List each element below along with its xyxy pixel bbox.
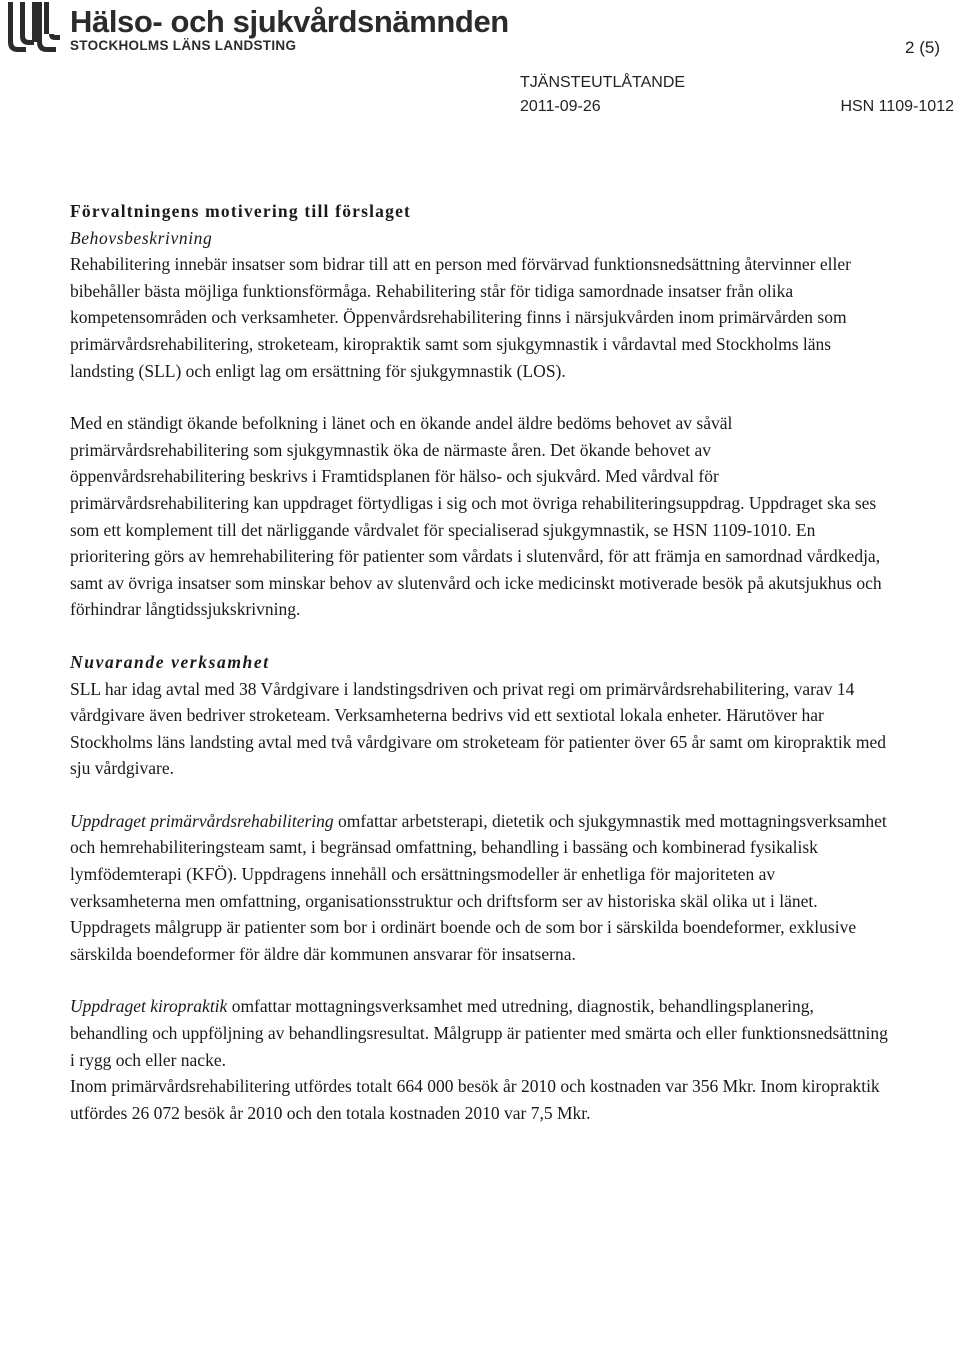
paragraph: Rehabilitering innebär insatser som bidrar till att en person med förvärvad funktionsnedsättning återvinner eller bibehåller bästa möjliga funktionsförmåga. Rehabilitering står för tidiga samordnade insatser från olika kompetensområden och verksamheter. Öppenvårdsrehabilitering finns i närsjukvården inom primärvården som primärvårdsrehabilitering, stroketeam, kiropraktik samt som sjukgymnastik i vårdavtal med Stockholms läns landsting (SLL) och enligt lag om ersättning för sjukgymnastik (LOS). [70,254,851,381]
paragraph-lead: Uppdraget primärvårdsrehabilitering [70,810,334,831]
subheading: Behovsbeskrivning [70,227,213,248]
org-name: Hälso- och sjukvårdsnämnden [70,4,509,39]
section-heading: Nuvarande verksamhet [70,651,270,672]
section-heading: Förvaltningens motivering till förslaget [70,201,412,221]
paragraph: SLL har idag avtal med 38 Vårdgivare i landstingsdriven och privat regi om primärvårdsrehabilitering, varav 14 vårdgivare även bedriver stroketeam. Verksamheterna bedrivs vid ett sextiotal lokala enheter. Härutöver har Stockholms läns landsting avtal med två vårdgivare om stroketeam för patienter över 65 år samt om kiropraktik med sju vårdgivare. [70,678,886,779]
paragraph: Med en ständigt ökande befolkning i länet och en ökande andel äldre bedöms behovet av såväl primärvårdsrehabilitering som sjukgymnastik öka de närmaste åren. Det ökande behovet av öppenvårdsrehabilitering beskrivs i Framtidsplanen för hälso- och sjukvård. Med vårdval för primärvårdsrehabilitering kan uppdraget förtydligas i sig och mot övriga rehabiliteringsuppdrag. Uppdraget ska ses som ett komplement till det närliggande vårdvalet för specialiserad sjukgymnastik, se HSN 1109-1010. En prioritering görs av hemrehabilitering för patienter som vårdats i slutenvård, för att främja en samordnad vårdkedja, samt av övriga insatser som minskar behov av slutenvård och icke medicinskt motiverade besök på akutsjukhus och förhindrar långtidssjukskrivning. [70,413,882,620]
logo [4,2,509,58]
document-body [70,198,890,1126]
document-header [0,0,960,130]
paragraph-lead: Uppdraget kiropraktik [70,996,228,1017]
document-reference: HSN 1109-1012 [840,98,954,115]
paragraph-text: omfattar mottagningsverksamhet med utredning, diagnostik, behandlingsplanering, behandling och uppföljning av behandlingsresultat. Målgrupp är patienter med smärta och eller funktionsnedsättning i rygg och eller nacke. [70,996,888,1070]
paragraph-text: omfattar arbetsterapi, dietetik och sjukgymnastik med mottagningsverksamhet och hemrehabiliteringsteam samt, i begränsad omfattning, behandling i bassäng och kombinerad fysikalisk lymfödemterapi (KFÖ). Uppdragens innehåll och ersättningsmodeller är enhetliga för majoriteten av verksamheterna men omfattning, organisationsstruktur och driftsform ser av historiska skäl olika ut i länet. Uppdragets målgrupp är patienter som bor i ordinärt boende och de som bor i särskilda boendeformer, exklusive särskilda boendeformer för äldre där kommunen ansvarar för insatserna. [70,810,887,964]
sll-logo-icon [4,2,64,56]
page-number: 2 (5) [905,38,940,57]
org-subtitle: STOCKHOLMS LÄNS LANDSTING [70,38,297,53]
paragraph [70,993,890,1073]
document-type: TJÄNSTEUTLÅTANDE [520,74,686,91]
paragraph: Inom primärvårdsrehabilitering utfördes totalt 664 000 besök år 2010 och kostnaden var 356 Mkr. Inom kiropraktik utfördes 26 072 besök år 2010 och den totala kostnaden 2010 var 7,5 Mkr. [70,1076,880,1123]
paragraph [70,808,890,968]
document-date: 2011-09-26 [520,98,601,115]
